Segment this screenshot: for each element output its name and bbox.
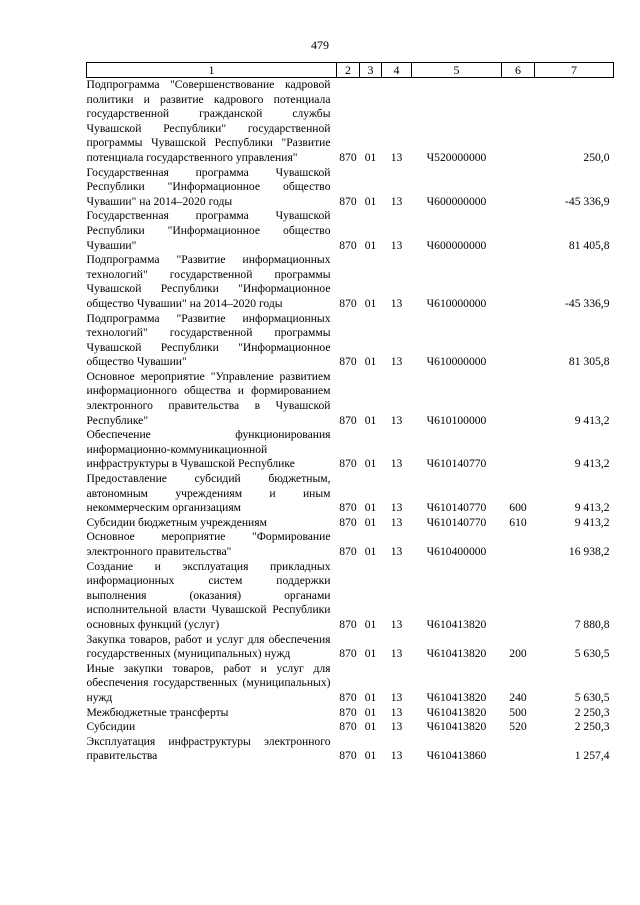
row-amount: 2 250,3 (574, 705, 610, 719)
row-description: Закупка товаров, работ и услуг для обеспечения государственных (муниципальных) нужд (86, 632, 331, 661)
table-row (87, 706, 614, 721)
row-grbs-code: 870 (339, 194, 357, 208)
table-row (87, 735, 614, 764)
header-row (87, 63, 614, 78)
row-expense-type (502, 209, 535, 253)
row-amount: -45 336,9 (565, 194, 610, 208)
row-target-article: Ч610413820 (426, 690, 487, 704)
row-expense-type: 610 (509, 515, 527, 529)
row-grbs-code: 870 (339, 296, 357, 310)
row-amount: 9 413,2 (574, 457, 610, 471)
row-expense-type: 500 (509, 705, 527, 719)
row-expense-type (502, 253, 535, 311)
row-grbs-code: 870 (339, 647, 357, 661)
table-row (87, 209, 614, 253)
header-col-3: 3 (360, 63, 382, 78)
table-row (87, 516, 614, 531)
row-section-code: 01 (364, 238, 377, 252)
table-row (87, 662, 614, 706)
row-expense-type (502, 312, 535, 370)
table-row (87, 166, 614, 210)
row-subsection-code: 13 (390, 705, 403, 719)
row-grbs-code: 870 (339, 705, 357, 719)
row-subsection-code: 13 (390, 647, 403, 661)
row-grbs-code: 870 (339, 413, 357, 427)
row-amount: 2 250,3 (574, 720, 610, 734)
row-amount: 16 938,2 (568, 545, 610, 558)
row-target-article: Ч610140770 (426, 457, 487, 471)
header-col-1: 1 (87, 63, 337, 78)
row-amount: 9 413,2 (574, 413, 610, 427)
row-description: Подпрограмма "Развитие информационных технологий" государственной программы Чувашской Республики "Информационное общество Чувашии" (86, 311, 331, 369)
table-row (87, 253, 614, 311)
row-target-article: Ч610140770 (426, 501, 487, 515)
row-expense-type (502, 370, 535, 428)
row-amount: 9 413,2 (574, 501, 610, 515)
row-target-article: Ч610413820 (426, 647, 487, 661)
row-section-code: 01 (364, 150, 377, 164)
row-grbs-code: 870 (339, 720, 357, 734)
row-target-article: Ч520000000 (426, 150, 487, 164)
row-description: Предоставление субсидий бюджетным, автономным учреждениям и иным некоммерческим организациям (86, 472, 331, 515)
budget-table (86, 62, 614, 764)
row-section-code: 01 (364, 647, 377, 661)
row-section-code: 01 (364, 501, 377, 515)
row-target-article: Ч610140770 (426, 515, 487, 529)
row-description: Основное мероприятие "Формирование электронного правительства" (86, 530, 331, 558)
row-subsection-code: 13 (390, 501, 403, 515)
row-section-code: 01 (364, 690, 377, 704)
row-target-article: Ч610413860 (426, 749, 487, 763)
row-description: Основное мероприятие "Управление развитием информационного общества и формированием электронного правительства в Чувашской Республике" (86, 369, 331, 427)
row-target-article: Ч610100000 (426, 413, 487, 427)
row-grbs-code: 870 (339, 515, 357, 529)
row-subsection-code: 13 (390, 690, 403, 704)
row-section-code: 01 (364, 194, 377, 208)
row-section-code: 01 (364, 355, 377, 369)
page-number: 479 (311, 38, 329, 52)
table-row (87, 78, 614, 166)
row-section-code: 01 (364, 515, 377, 529)
row-description: Подпрограмма "Совершенствование кадровой политики и развитие кадрового потенциала государственной гражданской службы Чувашской Республики" государственной программы Чувашской Республики "Развитие потенциала государственного управления" (86, 78, 331, 164)
row-target-article: Ч600000000 (426, 238, 487, 252)
row-description: Создание и эксплуатация прикладных информационных систем поддержки выполнения (оказания) органами исполнительной власти Чувашской Республики основных функций (услуг) (86, 559, 331, 631)
row-expense-type (502, 530, 535, 559)
row-section-code: 01 (364, 545, 377, 558)
table-row (87, 312, 614, 370)
row-target-article: Ч610413820 (426, 705, 487, 719)
header-col-2: 2 (337, 63, 360, 78)
row-expense-type (502, 78, 535, 166)
row-grbs-code: 870 (339, 355, 357, 369)
row-description: Эксплуатация инфраструктуры электронного правительства (86, 734, 331, 763)
row-amount: 81 405,8 (568, 238, 610, 252)
row-grbs-code: 870 (339, 545, 357, 558)
row-description: Субсидии (86, 720, 136, 734)
row-description: Государственная программа Чувашской Республики "Информационное общество Чувашии" (86, 209, 331, 252)
row-expense-type (502, 428, 535, 472)
row-expense-type: 240 (509, 690, 527, 704)
row-section-code: 01 (364, 296, 377, 310)
row-expense-type: 600 (509, 501, 527, 515)
row-target-article: Ч610413820 (426, 720, 487, 734)
row-description: Иные закупки товаров, работ и услуг для обеспечения государственных (муниципальных) нужд (86, 661, 331, 704)
row-target-article: Ч610000000 (426, 355, 487, 369)
row-subsection-code: 13 (390, 238, 403, 252)
table-row (87, 560, 614, 633)
row-grbs-code: 870 (339, 150, 357, 164)
row-grbs-code: 870 (339, 238, 357, 252)
row-section-code: 01 (364, 413, 377, 427)
row-target-article: Ч600000000 (426, 194, 487, 208)
row-section-code: 01 (364, 749, 377, 763)
row-target-article: Ч610413820 (426, 617, 487, 631)
row-amount: 5 630,5 (574, 647, 610, 661)
row-subsection-code: 13 (390, 515, 403, 529)
row-amount: 1 257,4 (574, 749, 610, 763)
row-amount: 5 630,5 (574, 690, 610, 704)
row-grbs-code: 870 (339, 457, 357, 471)
row-grbs-code: 870 (339, 690, 357, 704)
header-col-5: 5 (412, 63, 502, 78)
row-section-code: 01 (364, 720, 377, 734)
row-amount: 9 413,2 (574, 515, 610, 529)
row-section-code: 01 (364, 705, 377, 719)
row-description: Субсидии бюджетным учреждениям (86, 515, 267, 529)
table-row (87, 530, 614, 559)
table-row (87, 428, 614, 472)
row-grbs-code: 870 (339, 501, 357, 515)
row-amount: 250,0 (583, 150, 610, 164)
row-section-code: 01 (364, 617, 377, 631)
table-row (87, 370, 614, 428)
row-description: Обеспечение функционирования информационно-коммуникационной инфраструктуры в Чувашской Республике (86, 428, 331, 471)
row-amount: -45 336,9 (565, 296, 610, 310)
row-subsection-code: 13 (390, 355, 403, 369)
row-subsection-code: 13 (390, 413, 403, 427)
row-target-article: Ч610000000 (426, 296, 487, 310)
header-col-7: 7 (535, 63, 614, 78)
table-row (87, 472, 614, 516)
table-row (87, 720, 614, 735)
row-description: Подпрограмма "Развитие информационных технологий" государственной программы Чувашской Республики "Информационное общество Чувашии" на 2014–2020 годы (86, 253, 331, 310)
row-subsection-code: 13 (390, 720, 403, 734)
row-subsection-code: 13 (390, 296, 403, 310)
row-subsection-code: 13 (390, 194, 403, 208)
row-expense-type (502, 560, 535, 633)
row-subsection-code: 13 (390, 457, 403, 471)
row-amount: 81 305,8 (568, 355, 610, 369)
row-target-article: Ч610400000 (426, 545, 487, 558)
row-expense-type (502, 735, 535, 764)
row-grbs-code: 870 (339, 749, 357, 763)
table-row (87, 633, 614, 662)
row-description: Межбюджетные трансферты (86, 705, 229, 719)
row-subsection-code: 13 (390, 150, 403, 164)
header-col-4: 4 (382, 63, 412, 78)
row-expense-type (502, 166, 535, 210)
header-col-6: 6 (502, 63, 535, 78)
row-section-code: 01 (364, 457, 377, 471)
row-expense-type: 200 (509, 647, 527, 661)
row-subsection-code: 13 (390, 749, 403, 763)
row-amount: 7 880,8 (574, 617, 610, 631)
row-grbs-code: 870 (339, 617, 357, 631)
row-subsection-code: 13 (390, 617, 403, 631)
row-expense-type: 520 (509, 720, 527, 734)
row-subsection-code: 13 (390, 545, 403, 558)
row-description: Государственная программа Чувашской Республики "Информационное общество Чувашии" на 2014–2020 годы (86, 165, 331, 208)
